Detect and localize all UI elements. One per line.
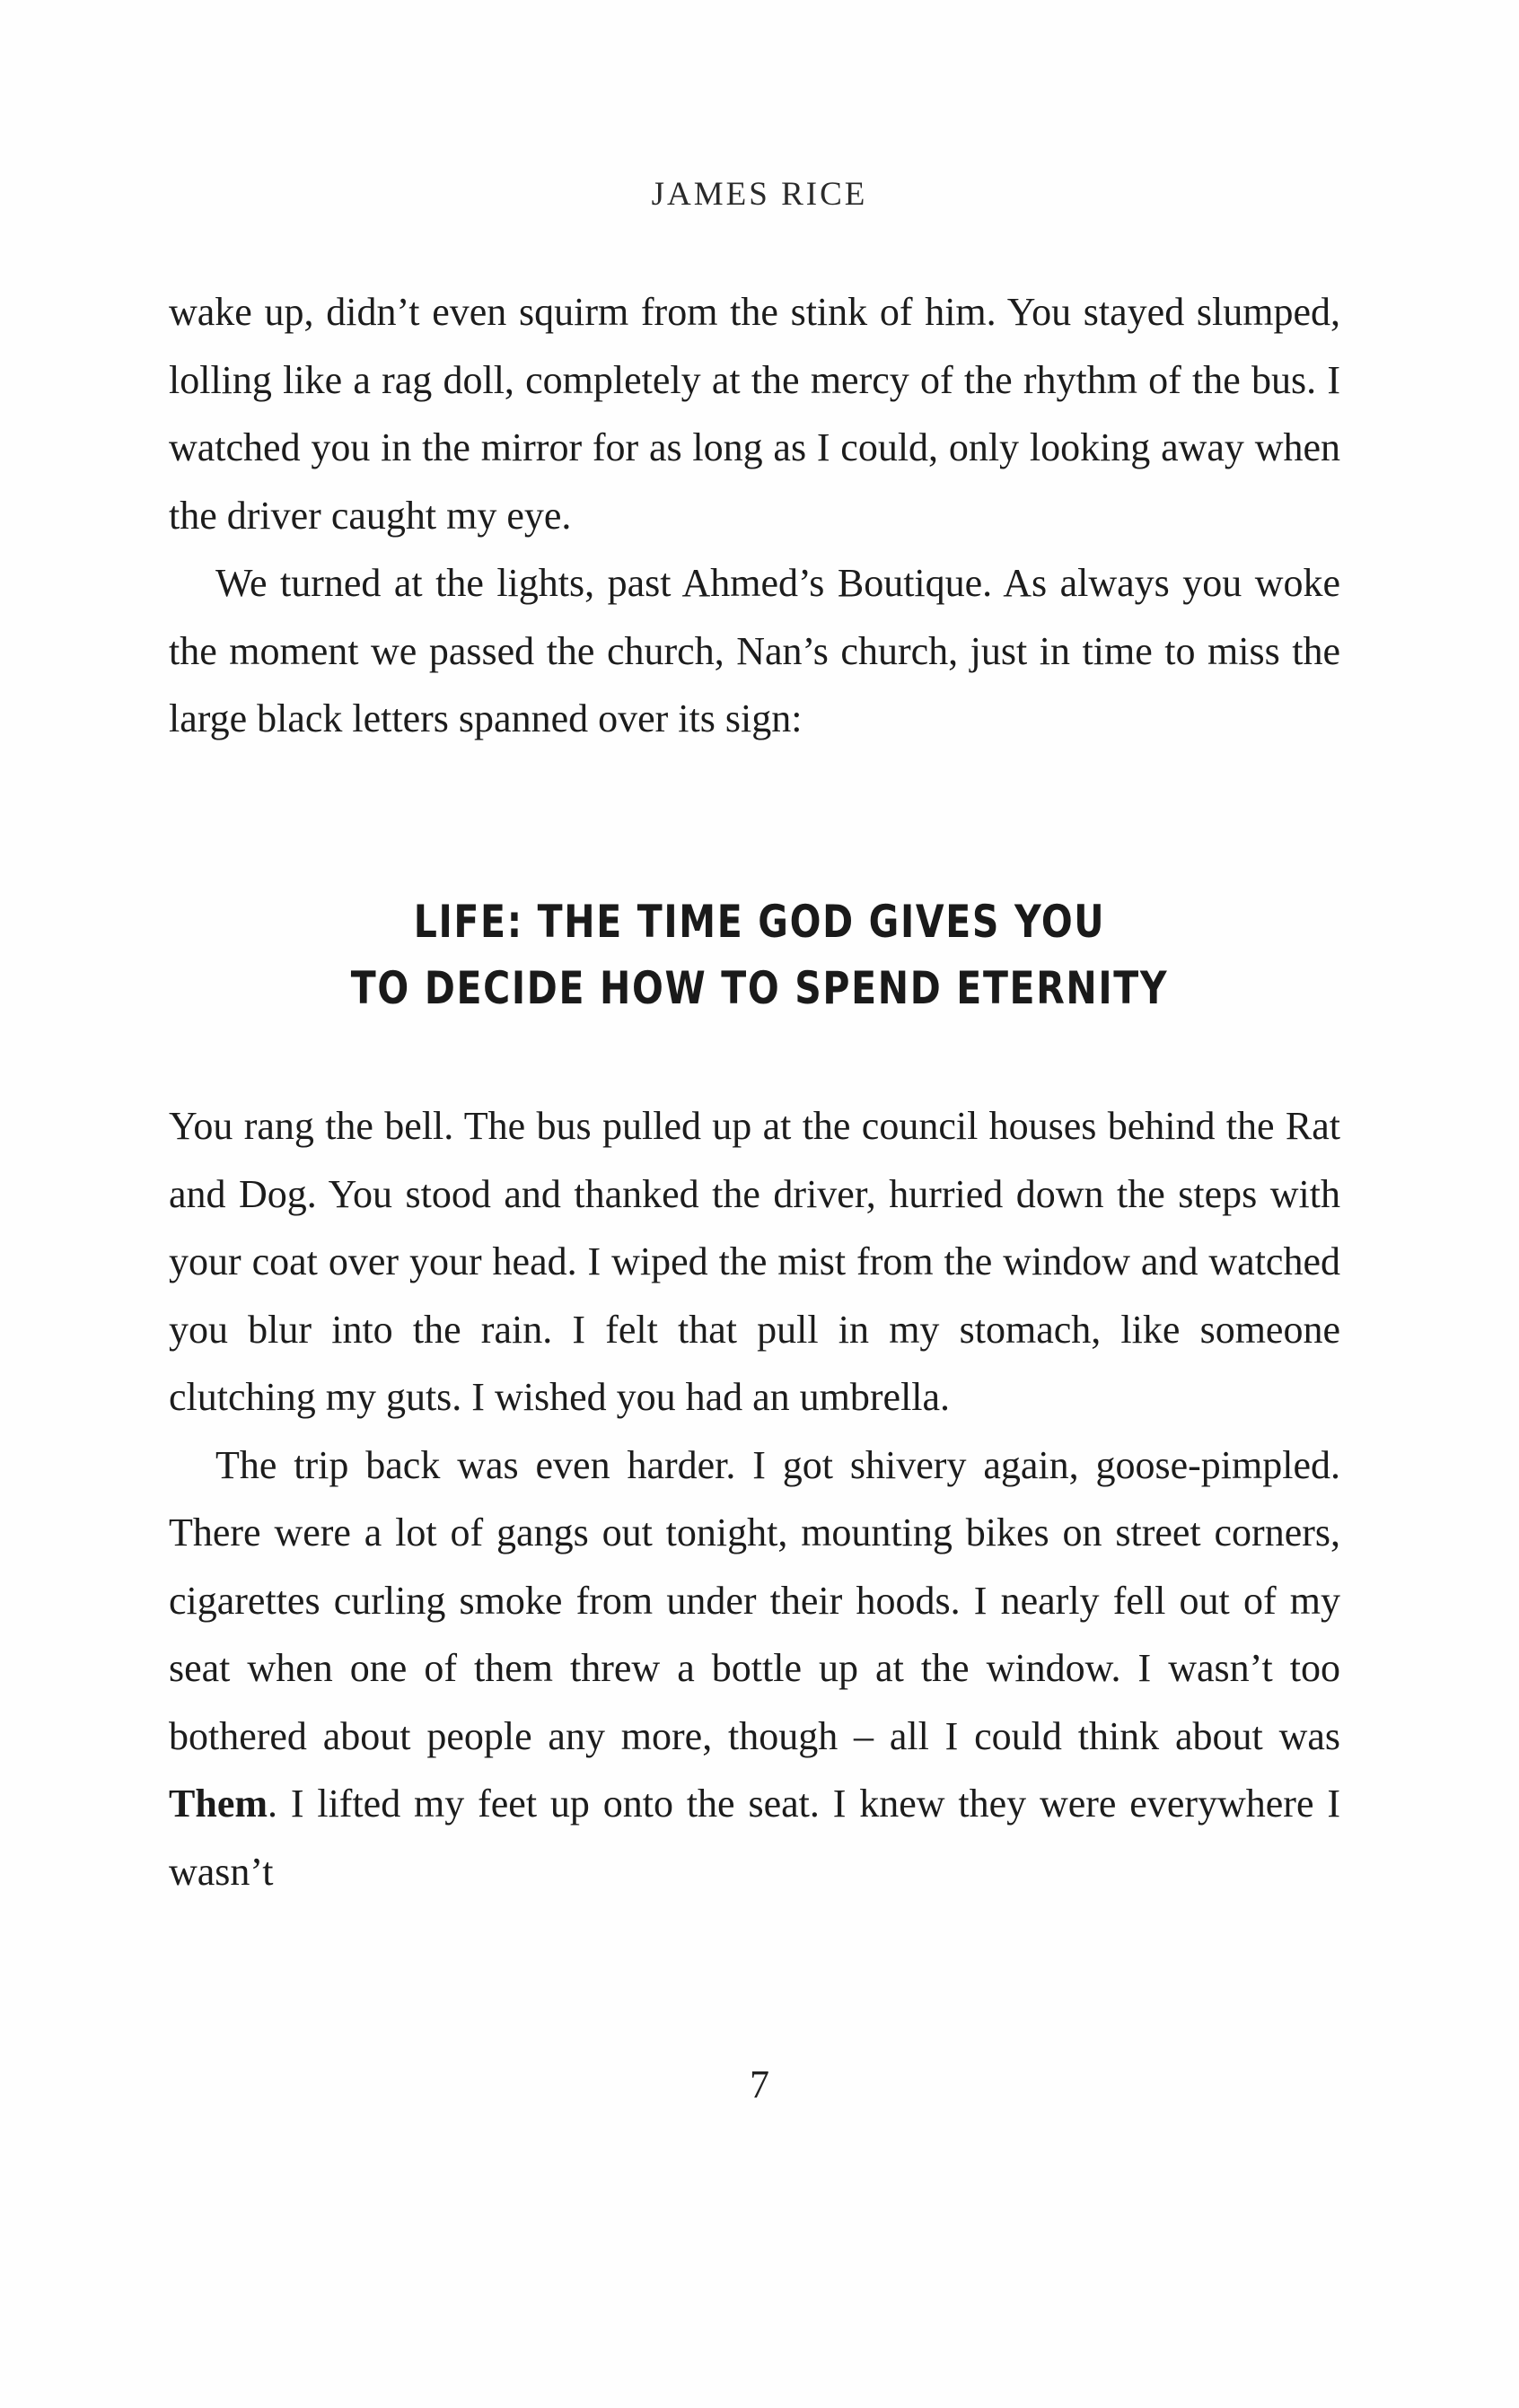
sign-line-2: TO DECIDE HOW TO SPEND ETERNITY <box>350 962 1169 1014</box>
running-header: JAMES RICE <box>651 176 868 213</box>
paragraph: You rang the bell. The bus pulled up at the council houses behind the Rat and Dog. You stood and thanked the driver, hurried down the steps with your coat over your head. I wiped the mist from the window and watched you blur into the rain. I felt that pull in my stomach, like someone clutching my guts. I wished you had an umbrella. <box>169 1104 1340 1419</box>
text-block-top <box>169 278 1340 753</box>
emphasis-them: Them <box>169 1782 268 1826</box>
page-number: 7 <box>750 2062 769 2106</box>
paragraph: We turned at the lights, past Ahmed’s Boutique. As always you woke the moment we passed the church, Nan’s church, just in time to miss the large black letters spanned over its sign: <box>169 561 1340 740</box>
text-block-bottom <box>169 1092 1340 1905</box>
paragraph: wake up, didn’t even squirm from the stink of him. You stayed slumped, lolling like a rag doll, completely at the mercy of the rhythm of the bus. I watched you in the mirror for as long as I could, only looking away when the driver caught my eye. <box>169 290 1340 538</box>
church-sign-quote <box>136 889 1382 1021</box>
paragraph <box>169 1432 1340 1906</box>
paragraph-text: The trip back was even harder. I got shivery again, goose-pimpled. There were a lot of gangs out tonight, mounting bikes on street corners, cigarettes curling smoke from under their hoods. I nearly fell out of my seat when one of them threw a bottle up at the window. I wasn’t too bothered about people any more, though – all I could think about was <box>169 1442 1340 1758</box>
paragraph-text: . I lifted my feet up onto the seat. I knew they were everywhere I wasn’t <box>169 1782 1340 1894</box>
sign-line-1: LIFE: THE TIME GOD GIVES YOU <box>413 896 1106 948</box>
